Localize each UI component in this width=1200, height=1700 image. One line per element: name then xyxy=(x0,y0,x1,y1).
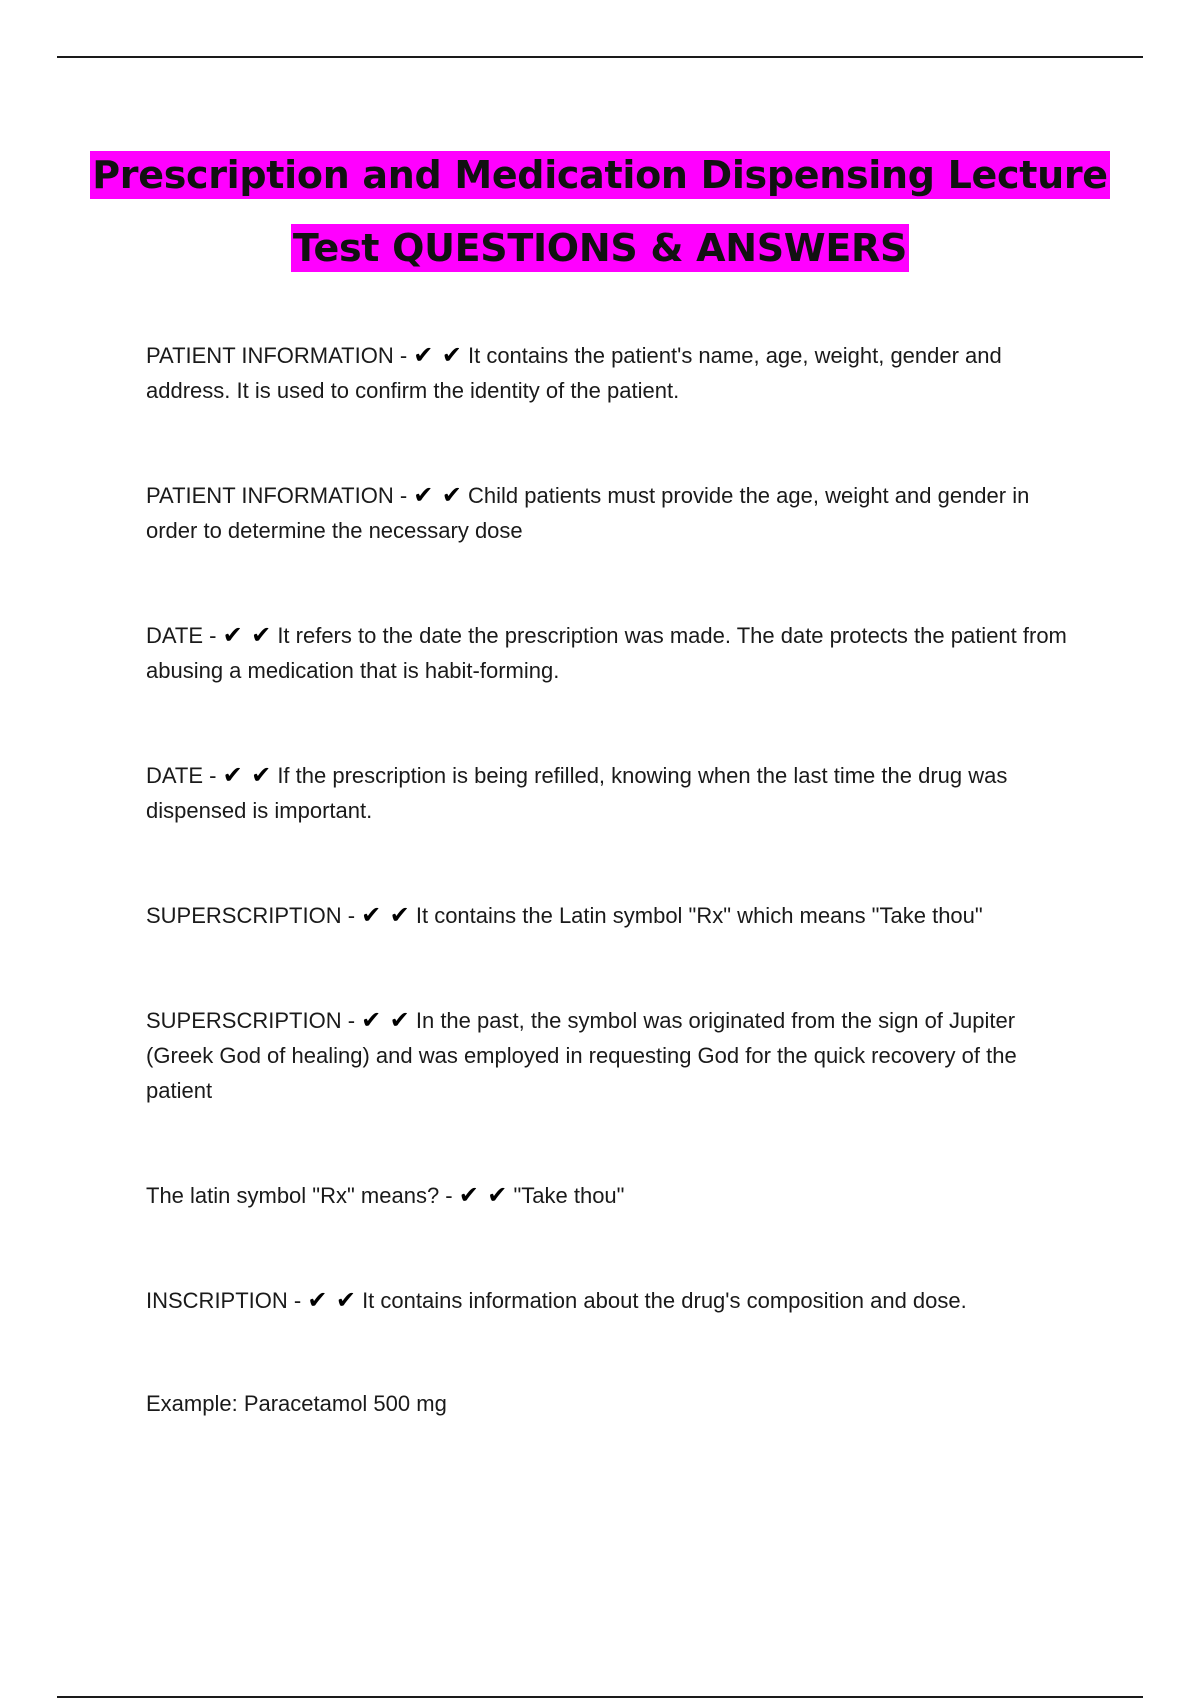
double-check-icon: ✔ ✔ xyxy=(361,901,410,929)
title-line-2: Test QUESTIONS & ANSWERS xyxy=(292,226,908,270)
entry-answer: "Take thou" xyxy=(513,1183,625,1208)
entry-term: The latin symbol "Rx" means? - xyxy=(146,1183,453,1208)
entry-term: DATE - xyxy=(146,763,217,788)
double-check-icon: ✔ ✔ xyxy=(413,341,462,369)
qa-entry xyxy=(146,338,1086,408)
double-check-icon: ✔ ✔ xyxy=(361,1006,410,1034)
qa-list xyxy=(146,338,1086,1421)
entry-answer: In the past, the symbol was originated from the sign of Jupiter (Greek God of healing) and was employed in requesting God for the quick recovery of the patient xyxy=(146,1008,1017,1103)
entry-answer: It contains the Latin symbol "Rx" which means "Take thou" xyxy=(415,903,983,928)
bottom-divider xyxy=(57,1696,1143,1698)
entry-answer: It refers to the date the prescription was made. The date protects the patient from abusing a medication that is habit-forming. xyxy=(146,623,1067,683)
double-check-icon: ✔ ✔ xyxy=(307,1286,356,1314)
double-check-icon: ✔ ✔ xyxy=(458,1181,508,1209)
entry-answer: It contains the patient's name, age, weight, gender and address. It is used to confirm the identity of the patient. xyxy=(146,343,1002,403)
entry-term: INSCRIPTION - xyxy=(146,1288,302,1313)
entry-term: PATIENT INFORMATION - xyxy=(146,483,408,508)
entry-term: PATIENT INFORMATION - xyxy=(146,343,408,368)
qa-entry xyxy=(146,1283,1086,1318)
qa-entry xyxy=(146,1178,1086,1213)
qa-entry xyxy=(146,758,1086,828)
entry-term: SUPERSCRIPTION - xyxy=(146,903,356,928)
example-line: Example: Paracetamol 500 mg xyxy=(146,1391,447,1416)
qa-entry xyxy=(146,478,1086,548)
entry-answer: Child patients must provide the age, weight and gender in order to determine the necessary dose xyxy=(146,483,1030,543)
qa-entry xyxy=(146,898,1086,933)
double-check-icon: ✔ ✔ xyxy=(222,621,272,649)
qa-entry xyxy=(146,618,1086,688)
entry-answer: If the prescription is being refilled, knowing when the last time the drug was dispensed is important. xyxy=(146,763,1008,823)
top-divider xyxy=(57,56,1143,58)
qa-entry xyxy=(146,1003,1086,1108)
entry-term: SUPERSCRIPTION - xyxy=(146,1008,356,1033)
entry-term: DATE - xyxy=(146,623,217,648)
double-check-icon: ✔ ✔ xyxy=(222,761,272,789)
page-title xyxy=(60,143,1140,289)
title-line-1: Prescription and Medication Dispensing Lecture xyxy=(92,153,1108,197)
entry-answer: It contains information about the drug's composition and dose. xyxy=(362,1288,967,1313)
double-check-icon: ✔ ✔ xyxy=(413,481,462,509)
